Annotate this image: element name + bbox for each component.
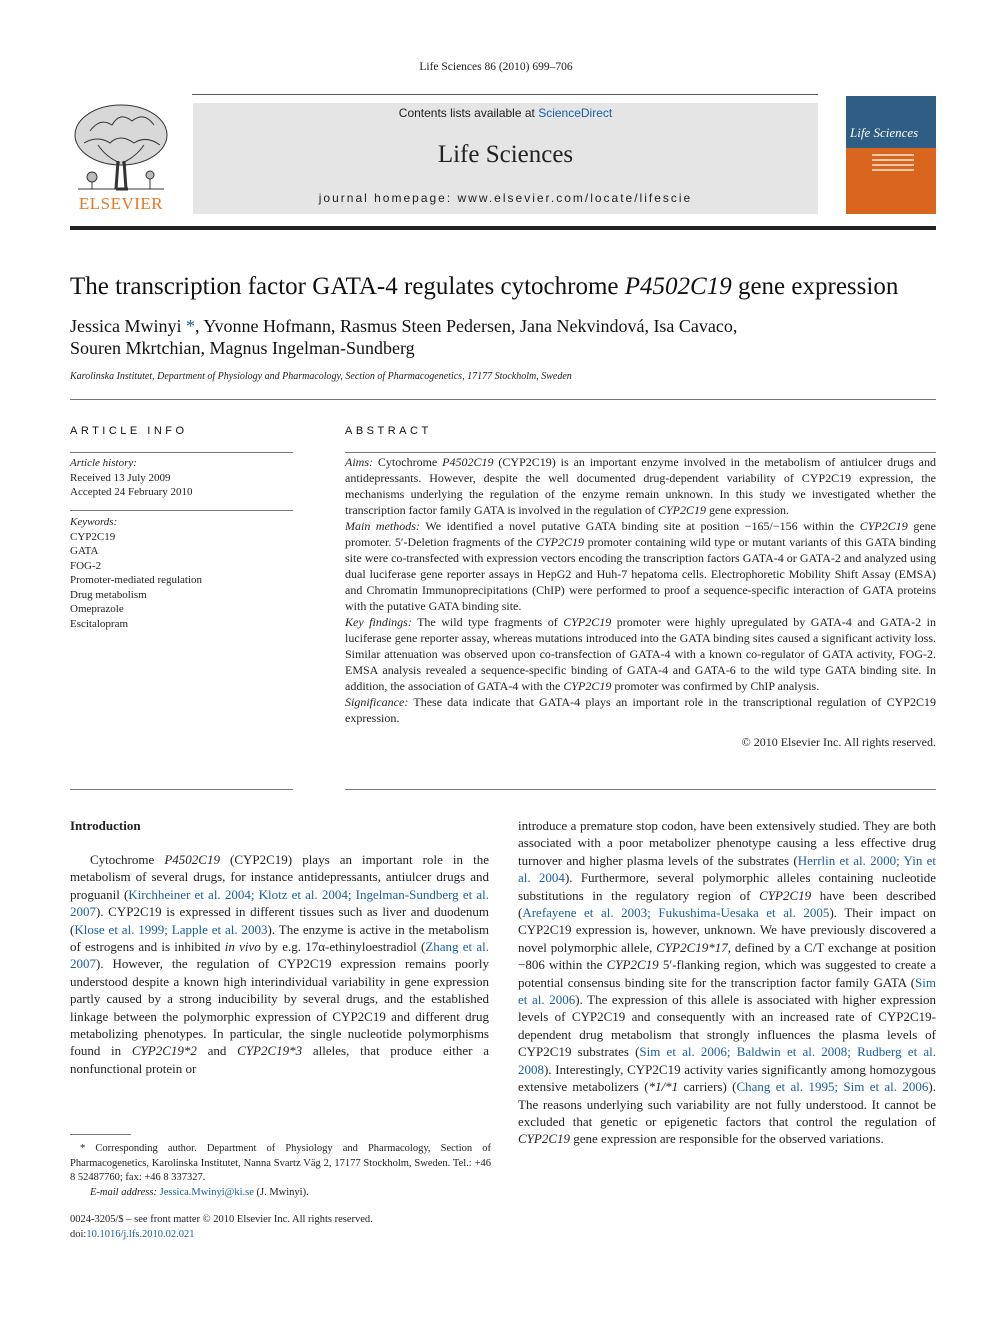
keyword: CYP2C19 bbox=[70, 530, 116, 543]
keyword: GATA bbox=[70, 545, 99, 557]
methods-label: Main methods: bbox=[345, 519, 420, 533]
text: promoter containing wild type or mutant variants of this GATA binding site were co-transfected with expression vectors encoding the transcription factors GATA-4 or GATA-2 and analyzed using dual luciferase gene reporter assays in HepG2 and Huh-7 hepatoma cells. Electrophoretic Mobility Shift Assay (EMSA) and Chromatin Immunoprecipitations (ChIP) were performed to proof a sequence-specific interaction of GATA proteins with the putative GATA binding site. bbox=[345, 535, 936, 613]
gene-italic: CYP2C19 bbox=[606, 957, 659, 973]
text: Cytochrome bbox=[90, 852, 165, 867]
keyword: Drug metabolism bbox=[70, 588, 147, 601]
email-link[interactable]: Jessica.Mwinyi@ki.se bbox=[159, 1186, 254, 1198]
citation-link[interactable]: Zhang et al. 2007 bbox=[70, 939, 490, 972]
gene-italic: P4502C19 bbox=[442, 455, 494, 469]
email-label: E-mail address: bbox=[90, 1186, 157, 1198]
elsevier-wordmark: ELSEVIER bbox=[78, 194, 164, 213]
keywords-block bbox=[70, 515, 293, 631]
text: ). However, the regulation of CYP2C19 expression remains poorly understood despite a known high interindividual variability in gene expression partly caused by a strong inducibility by several drugs, and the established linkage between the polymorphic expression of CYP2C19 and different drug metabolizing phenotypes. In particular, the single nucleotide polymorphisms found in bbox=[70, 956, 489, 1059]
keyword: Promoter-mediated regulation bbox=[70, 574, 203, 586]
affiliation: Karolinska Institutet, Department of Physiology and Pharmacology, Section of Pharmacogenetics, 17177 Stockholm, Sweden bbox=[70, 371, 572, 382]
findings-label: Key findings: bbox=[345, 615, 412, 629]
text: gene promoter. 5′-Deletion fragments of the bbox=[345, 519, 937, 549]
front-matter bbox=[70, 1213, 491, 1242]
abstract-heading: ABSTRACT bbox=[345, 425, 432, 437]
cover-title: Life Sciences bbox=[850, 125, 919, 140]
footnote-text: Corresponding author. Department of Physiology and Pharmacology, Section of Pharmacogenetics, Karolinska Institutet, Nanna Svartz Väg 2, 17177 Stockholm, Sweden. Tel.: +46 8 52487760; fax: +46 8 337327. bbox=[70, 1143, 491, 1183]
gene-italic: CYP2C19 bbox=[657, 503, 706, 517]
intro-paragraph bbox=[70, 851, 489, 1077]
corresponding-author-footnote bbox=[70, 1142, 491, 1200]
contents-prefix: Contents lists available at bbox=[398, 106, 539, 120]
text: Cytochrome bbox=[373, 455, 443, 469]
text: ). Furthermore, several polymorphic alleles containing nucleotide substitutions in the regulatory region of bbox=[518, 870, 936, 903]
introduction-heading: Introduction bbox=[70, 818, 141, 833]
text: ). The expression of this allele is associated with higher expression levels of CYP2C19 and consequently with an increased rate of CYP2C19-dependent drug metabolism that strongly influences the plasma levels of CYP2C19 substrates ( bbox=[518, 992, 937, 1060]
significance-label: Significance: bbox=[345, 695, 409, 709]
text: , defined by a C/T exchange at position −806 within the bbox=[518, 939, 936, 973]
text: gene expression. bbox=[705, 503, 789, 517]
footnote-mark: * bbox=[80, 1143, 86, 1154]
contents-line bbox=[193, 106, 818, 120]
gene-italic: CYP2C19*3 bbox=[237, 1043, 303, 1059]
keyword: FOG-2 bbox=[70, 559, 102, 572]
gene-italic: CYP2C19*2 bbox=[131, 1043, 197, 1059]
gene-italic: CYP2C19 bbox=[535, 535, 584, 549]
abstract-methods bbox=[345, 518, 936, 614]
keywords-label: Keywords: bbox=[70, 516, 118, 528]
gene-italic: P4502C19 bbox=[164, 852, 220, 867]
author-list bbox=[70, 315, 850, 359]
abstract-body bbox=[345, 454, 936, 750]
italic-text: in vivo bbox=[224, 939, 261, 955]
issn-line: 0024-3205/$ – see front matter © 2010 Elsevier Inc. All rights reserved. bbox=[70, 1214, 373, 1225]
article-history bbox=[70, 456, 293, 500]
article-title bbox=[70, 273, 940, 301]
text: ). Interestingly, CYP2C19 activity varies significantly among homozygous extensive metabolizers ( bbox=[518, 1061, 936, 1095]
title-part: The transcription factor GATA-4 regulates cytochrome bbox=[70, 273, 625, 300]
journal-homepage: journal homepage: www.elsevier.com/locate/lifescie bbox=[318, 191, 693, 205]
journal-citation: Life Sciences 86 (2010) 699–706 bbox=[419, 61, 573, 73]
citation-link[interactable]: Herrlin et al. 2000; Yin et al. 2004 bbox=[518, 852, 936, 886]
text: We identified a novel putative GATA binding site at position −165/−156 within the bbox=[419, 519, 860, 533]
text: and bbox=[196, 1043, 238, 1059]
article-info-rule bbox=[70, 452, 293, 453]
text: promoter were highly upregulated by GATA-4 and GATA-2 in luciferase gene reporter assay, whereas mutations introduced into the GATA binding sites caused a significant activity loss. Similar attenuation was observed upon co-transfection of GATA-4 with a known co-regulator of GATA activity, FOG-2. EMSA analysis revealed a sequence-specific binding of GATA-4 and GATA-6 to the wild type GATA binding site. In addition, the association of GATA-4 with the bbox=[345, 615, 936, 693]
sciencedirect-link[interactable]: ScienceDirect bbox=[538, 106, 613, 120]
journal-name: Life Sciences bbox=[437, 141, 574, 168]
citation-link[interactable]: Arefayene et al. 2003; Fukushima-Uesaka et al. 2005 bbox=[522, 905, 830, 921]
article-info-heading: ARTICLE INFO bbox=[70, 425, 188, 437]
citation-link[interactable]: Sim et al. 2006 bbox=[518, 974, 936, 1008]
abstract-aims bbox=[345, 454, 936, 518]
abstract-bottom-rule bbox=[345, 789, 936, 790]
keywords-rule bbox=[70, 510, 293, 511]
text: (CYP2C19) plays an important role in the metabolism of several drugs, for instance antidepressants, antiulcer drugs and proguanil ( bbox=[70, 852, 489, 902]
abstract-rule bbox=[345, 452, 936, 453]
abstract-copyright: © 2010 Elsevier Inc. All rights reserved. bbox=[741, 735, 936, 749]
accepted-date: Accepted 24 February 2010 bbox=[70, 486, 193, 498]
text: The wild type fragments of bbox=[411, 615, 564, 629]
gene-italic: CYP2C19*17 bbox=[656, 939, 728, 955]
author-first: Jessica Mwinyi bbox=[70, 316, 186, 336]
gene-italic: CYP2C19 bbox=[859, 519, 908, 533]
gene-italic: CYP2C19 bbox=[563, 679, 612, 693]
body-right-column bbox=[518, 817, 936, 1148]
email-suffix: (J. Mwinyi). bbox=[253, 1186, 309, 1198]
text: promoter was confirmed by ChIP analysis. bbox=[611, 679, 820, 693]
doi-prefix: doi: bbox=[70, 1228, 87, 1240]
text: ). The enzyme is active in the metabolism of estrogens and is inhibited bbox=[70, 921, 489, 955]
article-info-bottom-rule bbox=[70, 789, 293, 790]
text: carriers) ( bbox=[678, 1079, 737, 1095]
keyword: Escitalopram bbox=[70, 617, 129, 630]
history-label: Article history: bbox=[70, 457, 137, 469]
text: ). The reasons underlying such variability are not fully understood. It cannot be excluded that genetic or epigenetic factors that control the regulation of bbox=[518, 1079, 936, 1129]
title-gene-italic: P4502C19 bbox=[624, 273, 732, 300]
text: (CYP2C19) is an important enzyme involved in the metabolism of antiulcer drugs and antidepressants. However, despite the well documented drug-dependent variability of CYP2C19 expression, the mechanisms underlying the regulation of the enzyme remain unknown. In this study we investigated whether the transcription factor family GATA is involved in the regulation of bbox=[345, 455, 936, 517]
text: introduce a premature stop codon, have been extensively studied. They are both associated with a poor metabolizer phenotype causing a less effective drug turnover and higher plasma levels of the substrates ( bbox=[518, 818, 936, 868]
authors-line1: , Yvonne Hofmann, Rasmus Steen Pedersen, Jana Nekvindová, Isa Cavaco, bbox=[195, 316, 738, 336]
text: ). Their impact on CYP2C19 expression is, however, unknown. We have previously discovered a novel polymorphic allele, bbox=[518, 905, 937, 955]
authors-line2: Souren Mkrtchian, Magnus Ingelman-Sundberg bbox=[70, 338, 415, 358]
citation-link[interactable]: Sim et al. 2006; Baldwin et al. 2008; Rudberg et al. 2008 bbox=[518, 1044, 936, 1077]
gene-italic: CYP2C19 bbox=[759, 887, 812, 903]
journal-banner bbox=[193, 103, 818, 214]
text: have been described ( bbox=[518, 887, 936, 921]
gene-italic: CYP2C19 bbox=[518, 1131, 571, 1147]
intro-paragraph-continued bbox=[518, 817, 936, 1148]
aims-label: Aims: bbox=[345, 455, 373, 469]
text: 5′-flanking region, which was suggested to create a potential consensus binding site for the transcription factor family GATA ( bbox=[518, 957, 937, 990]
text: by e.g. 17α-ethinyloestradiol ( bbox=[260, 939, 426, 955]
citation-link[interactable]: Chang et al. 1995; Sim et al. 2006 bbox=[736, 1079, 929, 1095]
header-top-rule bbox=[192, 94, 818, 95]
elsevier-tree-icon bbox=[70, 101, 172, 193]
text: ). CYP2C19 is expressed in different tissues such as liver and duodenum ( bbox=[70, 904, 489, 937]
corresponding-author-mark[interactable]: * bbox=[186, 316, 195, 336]
gene-italic: CYP2C19 bbox=[563, 615, 612, 629]
title-part: gene expression bbox=[731, 273, 899, 300]
journal-cover bbox=[846, 96, 936, 214]
text: These data indicate that GATA-4 plays an important role in the transcriptional regulation of CYP2C19 expression. bbox=[345, 695, 936, 725]
abstract-findings bbox=[345, 614, 936, 694]
citation-link[interactable]: Kirchheiner et al. 2004; Klotz et al. 2004; Ingelman-Sundberg et al. 2007 bbox=[70, 886, 489, 920]
cover-text-lines bbox=[872, 154, 914, 174]
doi-link[interactable]: 10.1016/j.lfs.2010.02.021 bbox=[86, 1228, 195, 1240]
text: gene expression are responsible for the observed variations. bbox=[570, 1131, 884, 1147]
received-date: Received 13 July 2009 bbox=[70, 471, 171, 484]
elsevier-logo bbox=[70, 101, 172, 214]
text: alleles, that produce either a nonfunctional protein or bbox=[70, 1043, 489, 1076]
keyword: Omeprazole bbox=[70, 603, 124, 615]
citation-link[interactable]: Klose et al. 1999; Lapple et al. 2003 bbox=[74, 921, 268, 937]
body-left-column bbox=[70, 851, 489, 1077]
footnote-rule bbox=[70, 1134, 131, 1135]
title-bottom-rule bbox=[70, 399, 936, 400]
allele-italic: *1/*1 bbox=[648, 1079, 679, 1095]
abstract-significance bbox=[345, 694, 936, 726]
header-thick-rule bbox=[70, 226, 936, 230]
